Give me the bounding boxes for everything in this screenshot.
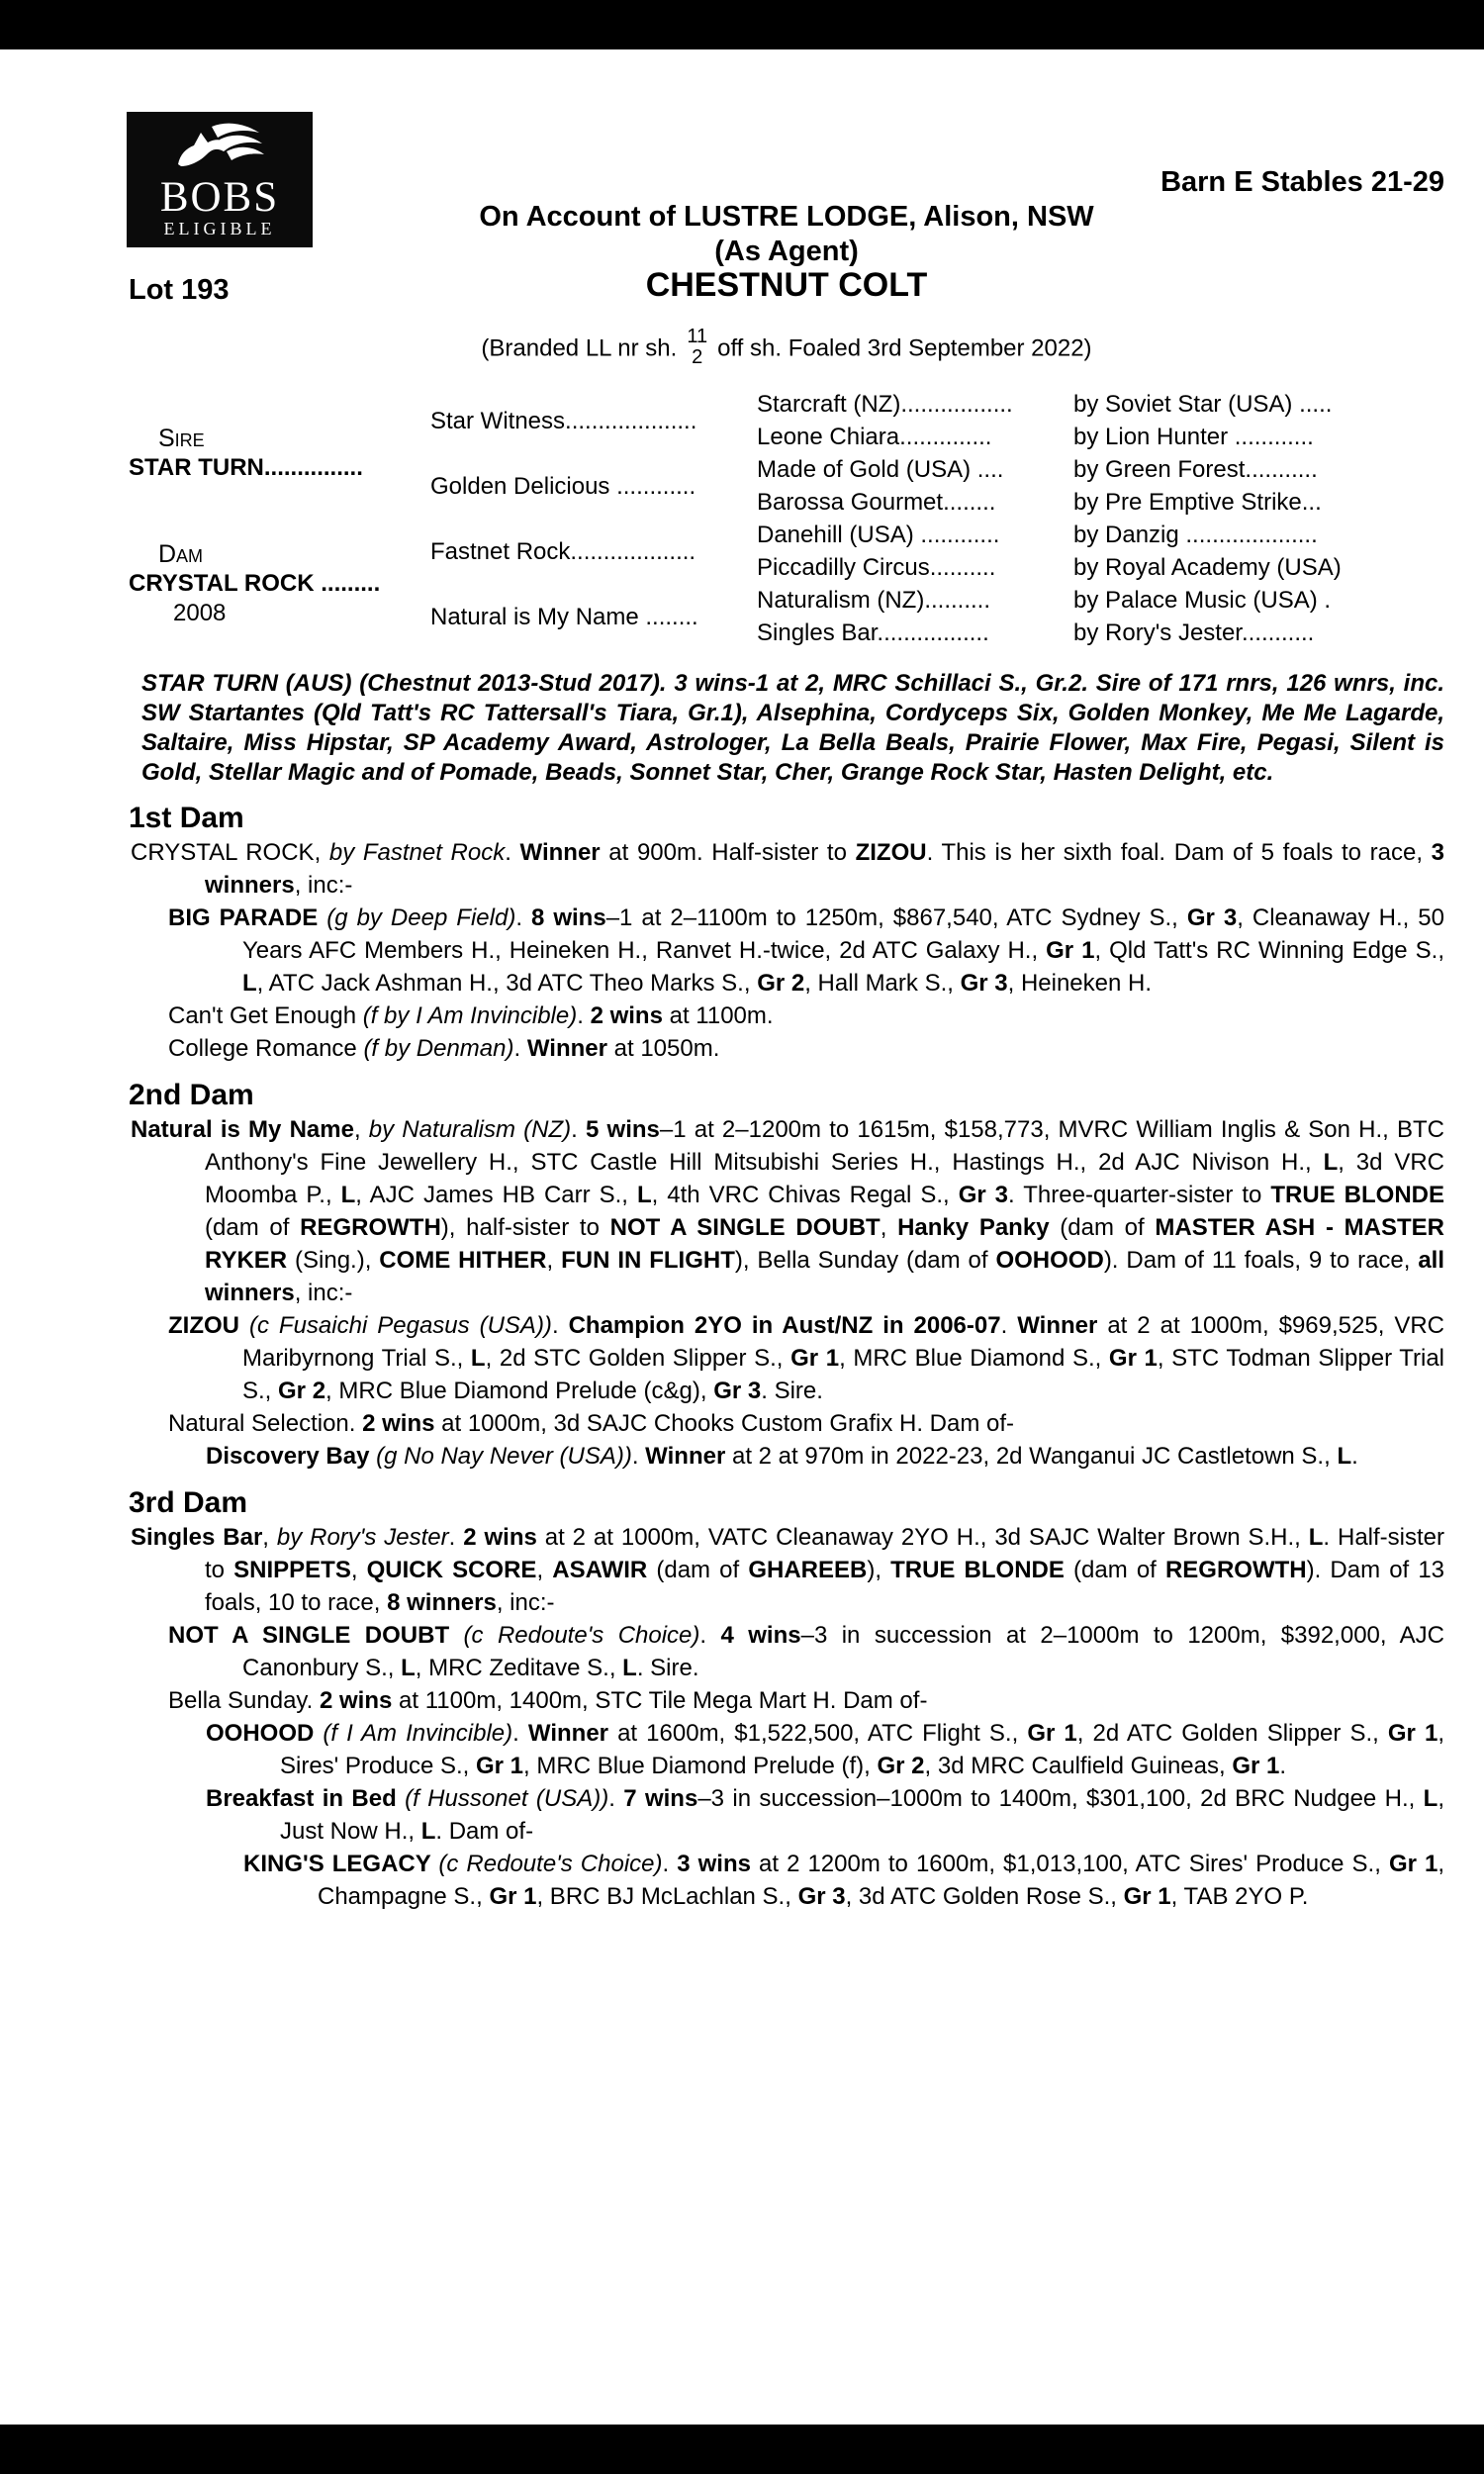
text-run: , Heineken H. xyxy=(1007,970,1153,997)
brand-fraction-bottom: 2 xyxy=(692,346,703,368)
text-run: TRUE BLONDE xyxy=(1270,1182,1444,1208)
pedigree-paragraph xyxy=(129,1113,1444,1309)
text-run: Singles Bar xyxy=(131,1524,263,1551)
text-run: L xyxy=(1337,1443,1352,1470)
text-run: L xyxy=(242,970,257,997)
text-run: (dam of xyxy=(647,1557,749,1583)
pedigree-gen3-horse: Barossa Gourmet........ xyxy=(757,489,996,516)
text-run: MASTER ASH - MASTER RYKER xyxy=(205,1214,1444,1274)
text-run: Gr 3 xyxy=(713,1378,762,1404)
text-run: , xyxy=(262,1524,277,1551)
text-run: ASAWIR xyxy=(552,1557,648,1583)
section-heading: 2nd Dam xyxy=(129,1079,254,1111)
pedigree-paragraph xyxy=(129,1684,1444,1717)
text-run: Gr 3 xyxy=(960,970,1008,997)
text-run: ), half-sister to xyxy=(440,1214,610,1241)
pedigree-paragraph xyxy=(129,999,1444,1032)
text-run: . xyxy=(1279,1753,1287,1779)
text-run: . xyxy=(551,1312,569,1339)
pedigree-paragraph xyxy=(129,1032,1444,1065)
text-run: Gr 1 xyxy=(476,1753,524,1779)
lot-number: Lot 193 xyxy=(129,274,230,306)
text-run: . xyxy=(631,1443,646,1470)
section-heading: 1st Dam xyxy=(129,802,244,834)
text-run: , 2d STC Golden Slipper S., xyxy=(485,1345,791,1372)
pedigree-paragraph xyxy=(129,1407,1444,1440)
text-run: (c Redoute's Choice) xyxy=(438,1851,663,1877)
text-run: (c Fusaichi Pegasus (USA)) xyxy=(248,1312,552,1339)
text-run: L xyxy=(636,1182,652,1208)
text-run: 8 winners xyxy=(387,1589,497,1616)
text-run: KING'S LEGACY xyxy=(243,1851,439,1877)
text-run: . Dam of- xyxy=(435,1818,534,1845)
pedigree-gen3-horse: Singles Bar................. xyxy=(757,619,989,646)
text-run: . This is her sixth foal. Dam of 5 foals to race, xyxy=(926,839,1432,866)
text-run: (dam of xyxy=(1064,1557,1165,1583)
text-run: Discovery Bay xyxy=(206,1443,377,1470)
text-run: Gr 3 xyxy=(797,1883,846,1910)
agent-line: (As Agent) xyxy=(714,236,859,267)
text-run: 2 wins xyxy=(362,1410,435,1437)
text-run: Gr 1 xyxy=(790,1345,840,1372)
top-black-bar xyxy=(0,0,1484,49)
pedigree-gen3-sire: by Rory's Jester........... xyxy=(1073,619,1315,646)
text-run: , Just Now H., xyxy=(280,1785,1445,1845)
text-run: , 4th VRC Chivas Regal S., xyxy=(651,1182,959,1208)
text-run: Gr 3 xyxy=(1186,904,1238,931)
text-run: Hanky Panky xyxy=(897,1214,1050,1241)
text-run: L xyxy=(340,1182,356,1208)
text-run: Winner xyxy=(527,1720,609,1747)
text-run: NOT A SINGLE DOUBT xyxy=(168,1622,464,1649)
text-run: , xyxy=(536,1557,553,1583)
text-run: L xyxy=(1308,1524,1324,1551)
logo-title: BOBS xyxy=(159,173,280,221)
text-run: (dam of xyxy=(205,1214,301,1241)
text-run: . xyxy=(448,1524,464,1551)
text-run: ZIZOU xyxy=(855,839,927,866)
pedigree-paragraph xyxy=(129,1309,1444,1407)
brand-prefix: (Branded LL nr sh. xyxy=(481,334,678,362)
text-run: REGROWTH xyxy=(300,1214,441,1241)
text-run: (f I Am Invincible) xyxy=(323,1720,513,1747)
text-run: OOHOOD xyxy=(206,1720,324,1747)
text-run: 8 wins xyxy=(531,904,606,931)
text-run: . xyxy=(505,839,520,866)
text-run: , ATC Jack Ashman H., 3d ATC Theo Marks S., xyxy=(256,970,758,997)
text-run: . xyxy=(1351,1443,1358,1470)
barn-stables-label: Barn E Stables 21-29 xyxy=(1160,166,1444,198)
text-run: . Half-sister to xyxy=(205,1524,1444,1583)
text-run: (f Hussonet (USA)) xyxy=(405,1785,609,1812)
text-run: Can't Get Enough xyxy=(168,1002,363,1029)
text-run: NOT A SINGLE DOUBT xyxy=(609,1214,881,1241)
brand-fraction-top: 11 xyxy=(687,326,708,347)
text-run: Natural is My Name xyxy=(131,1116,354,1143)
pedigree-gen3-sire: by Palace Music (USA) . xyxy=(1073,587,1332,614)
text-run: . xyxy=(515,904,531,931)
dam-sections xyxy=(129,801,1444,1913)
text-run: by Naturalism (NZ) xyxy=(368,1116,572,1143)
text-run: , xyxy=(353,1116,369,1143)
pedigree-gen3-sire: by Lion Hunter ............ xyxy=(1073,424,1314,450)
logo-subtitle: ELIGIBLE xyxy=(163,218,276,238)
text-run: Gr 1 xyxy=(1108,1345,1158,1372)
pedigree-gen3-sire: by Soviet Star (USA) ..... xyxy=(1073,391,1333,418)
text-run: CRYSTAL ROCK, xyxy=(131,839,329,866)
dam-label: Dam xyxy=(158,540,204,568)
text-run: Winner xyxy=(1017,1312,1098,1339)
text-run: QUICK SCORE xyxy=(366,1557,537,1583)
text-run: , Hall Mark S., xyxy=(804,970,961,997)
text-run: 5 wins xyxy=(586,1116,660,1143)
pedigree-gen3-sire: by Royal Academy (USA) xyxy=(1073,554,1342,581)
text-run: . xyxy=(608,1785,624,1812)
text-run: at 2 at 1000m, VATC Cleanaway 2YO H., 3d SAJC Walter Brown S.H., xyxy=(536,1524,1309,1551)
text-run: , Cleanaway H., 50 Years AFC Members H., Heineken H., Ranvet H.-twice, 2d ATC Galaxy H., xyxy=(242,904,1444,964)
pedigree-gen3-sire: by Pre Emptive Strike... xyxy=(1073,489,1322,516)
text-run: Natural Selection. xyxy=(168,1410,363,1437)
pedigree-gen2-horse: Natural is My Name ........ xyxy=(430,603,698,630)
text-run: L xyxy=(1423,1785,1438,1812)
text-run: OOHOOD xyxy=(995,1247,1104,1274)
text-run: L xyxy=(622,1655,637,1681)
pedigree-gen3-horse: Made of Gold (USA) .... xyxy=(757,456,1004,483)
text-run: ), xyxy=(867,1557,891,1583)
sire-label: Sire xyxy=(158,425,205,452)
text-run: –1 at 2–1200m to 1615m, $158,773, MVRC William Inglis & Son H., BTC Anthony's Fine Jewellery H., STC Castle Hill Mitsubishi Series H., Hastings H., 2d AJC Nivison H., xyxy=(205,1116,1444,1176)
text-run: COME HITHER xyxy=(379,1247,547,1274)
text-run: REGROWTH xyxy=(1164,1557,1307,1583)
text-run: (dam of xyxy=(1049,1214,1156,1241)
pedigree-gen2-horse: Star Witness.................... xyxy=(430,407,697,434)
dam-name: CRYSTAL ROCK ......... xyxy=(129,570,381,597)
text-run: TRUE BLONDE xyxy=(890,1557,1065,1583)
text-run: . xyxy=(662,1851,678,1877)
text-run: L xyxy=(470,1345,486,1372)
text-run: Champion 2YO in Aust/NZ in 2006-07 xyxy=(568,1312,1001,1339)
text-run: ), Bella Sunday (dam of xyxy=(734,1247,996,1274)
vendor-account-line: On Account of LUSTRE LODGE, Alison, NSW xyxy=(479,201,1094,233)
pedigree-gen3-horse: Naturalism (NZ).......... xyxy=(757,587,991,614)
text-run: (Sing.), xyxy=(287,1247,380,1274)
text-run: FUN IN FLIGHT xyxy=(561,1247,735,1274)
text-run: , Sires' Produce S., xyxy=(280,1720,1444,1779)
sire-summary: STAR TURN (AUS) (Chestnut 2013-Stud 2017). 3 wins-1 at 2, MRC Schillaci S., Gr.2. Sire of 171 rnrs, 126 wnrs, inc. SW Startantes (Qld Tatt's RC Tattersall's Tiara, Gr.1), Alsephina, Cordyceps Six, Golden Monkey, Me Me Lagarde, Saltaire, Miss Hipstar, SP Academy Award, Astrologer, La Bella Beals, Prairie Flower, Max Fire, Pegasi, Silent is Gold, Stellar Magic and of Pomade, Beads, Sonnet Star, Cher, Grange Rock Star, Hasten Delight, etc. xyxy=(141,670,1444,786)
pedigree-gen2-horse: Fastnet Rock................... xyxy=(430,537,696,565)
text-run: . xyxy=(699,1622,721,1649)
pedigree-gen2-horse: Golden Delicious ............ xyxy=(430,472,696,500)
text-run: . Three-quarter-sister to xyxy=(1008,1182,1271,1208)
text-run: Winner xyxy=(645,1443,726,1470)
text-run: at 900m. Half-sister to xyxy=(600,839,856,866)
text-run: Gr 1 xyxy=(1046,937,1095,964)
pedigree-paragraph xyxy=(129,836,1444,902)
text-run: 2 wins xyxy=(463,1524,537,1551)
text-run: College Romance xyxy=(168,1035,364,1062)
text-run: at 1100m, 1400m, STC Tile Mega Mart H. Dam of- xyxy=(392,1687,928,1714)
text-run: . xyxy=(1000,1312,1018,1339)
pedigree-paragraph xyxy=(129,1440,1444,1473)
text-run: . Sire. xyxy=(761,1378,823,1404)
pedigree-paragraph xyxy=(129,902,1444,999)
text-run: Gr 1 xyxy=(1027,1720,1077,1747)
text-run: Gr 2 xyxy=(278,1378,326,1404)
text-run: –3 in succession at 2–1000m to 1200m, $392,000, AJC Canonbury S., xyxy=(242,1622,1444,1681)
text-run: . xyxy=(577,1002,591,1029)
text-run: all winners xyxy=(205,1247,1445,1306)
brand-suffix: off sh. Foaled 3rd September 2022) xyxy=(717,334,1092,362)
text-run: , 3d VRC Moomba P., xyxy=(205,1149,1444,1208)
text-run: Winner xyxy=(526,1035,607,1062)
brand-foaling-line xyxy=(129,326,1444,370)
text-run: , xyxy=(350,1557,367,1583)
text-run: ZIZOU xyxy=(168,1312,249,1339)
text-run: , Champagne S., xyxy=(318,1851,1445,1910)
text-run: at 1050m. xyxy=(606,1035,720,1062)
text-run: L xyxy=(1323,1149,1339,1176)
text-run: , BRC BJ McLachlan S., xyxy=(536,1883,798,1910)
text-run: ). Dam of 11 foals, 9 to race, xyxy=(1103,1247,1419,1274)
text-run: Gr 1 xyxy=(1388,1851,1438,1877)
pedigree-gen3-horse: Leone Chiara.............. xyxy=(757,424,992,450)
text-run: . xyxy=(512,1720,528,1747)
text-run: SNIPPETS xyxy=(233,1557,351,1583)
text-run: 2 wins xyxy=(320,1687,393,1714)
pedigree-paragraph xyxy=(129,1619,1444,1684)
text-run: by Fastnet Rock xyxy=(328,839,506,866)
horse-title: CHESTNUT COLT xyxy=(645,266,928,304)
dam-year: 2008 xyxy=(173,600,227,626)
text-run: at 1100m. xyxy=(662,1002,774,1029)
text-run: , MRC Blue Diamond Prelude (c&g), xyxy=(325,1378,714,1404)
pedigree-gen3-horse: Danehill (USA) ............ xyxy=(757,522,1000,548)
pedigree-sire-block xyxy=(129,388,430,519)
section-heading: 3rd Dam xyxy=(129,1486,248,1519)
text-run: , 3d ATC Golden Rose S., xyxy=(845,1883,1124,1910)
pedigree-gen3-sire: by Green Forest........... xyxy=(1073,456,1318,483)
pedigree-dam-block xyxy=(129,519,430,649)
text-run: , inc:- xyxy=(294,872,353,899)
text-run: Gr 1 xyxy=(1387,1720,1438,1747)
text-run: , STC Todman Slipper Trial S., xyxy=(242,1345,1445,1404)
sire-name: STAR TURN............... xyxy=(129,454,363,481)
bottom-black-bar xyxy=(0,2425,1484,2474)
text-run: –3 in succession–1000m to 1400m, $301,100, 2d BRC Nudgee H., xyxy=(697,1785,1424,1812)
text-run: 7 wins xyxy=(623,1785,698,1812)
text-run: Gr 1 xyxy=(1232,1753,1280,1779)
text-run: 4 wins xyxy=(720,1622,801,1649)
text-run: Gr 2 xyxy=(757,970,805,997)
text-run: at 2 at 1000m, $969,525, VRC Maribyrnong Trial S., xyxy=(242,1312,1445,1372)
text-run: (f by I Am Invincible) xyxy=(362,1002,578,1029)
text-run: , TAB 2YO P. xyxy=(1170,1883,1309,1910)
pedigree-gen3-horse: Piccadilly Circus.......... xyxy=(757,554,996,581)
text-run: , xyxy=(880,1214,898,1241)
pedigree-table xyxy=(129,388,1444,649)
text-run: at 2 1200m to 1600m, $1,013,100, ATC Sires' Produce S., xyxy=(750,1851,1389,1877)
text-run: . Sire. xyxy=(636,1655,699,1681)
text-run: GHAREEB xyxy=(748,1557,868,1583)
pedigree-paragraph xyxy=(129,1717,1444,1782)
text-run: . xyxy=(571,1116,586,1143)
text-run: (f by Denman) xyxy=(363,1035,514,1062)
text-run: Winner xyxy=(519,839,601,866)
text-run: L xyxy=(401,1655,416,1681)
text-run: 3 wins xyxy=(677,1851,751,1877)
pedigree-gen3-sire: by Danzig .................... xyxy=(1073,522,1318,548)
text-run: Gr 1 xyxy=(1123,1883,1171,1910)
page-content xyxy=(129,388,1444,1913)
text-run: Gr 2 xyxy=(877,1753,925,1779)
text-run: , MRC Blue Diamond S., xyxy=(839,1345,1109,1372)
text-run: (g No Nay Never (USA)) xyxy=(376,1443,632,1470)
text-run: at 1600m, $1,522,500, ATC Flight S., xyxy=(608,1720,1028,1747)
text-run: by Rory's Jester xyxy=(276,1524,449,1551)
text-run: Bella Sunday. xyxy=(168,1687,320,1714)
text-run: , 2d ATC Golden Slipper S., xyxy=(1076,1720,1388,1747)
text-run: , MRC Zeditave S., xyxy=(415,1655,623,1681)
text-run: , xyxy=(546,1247,562,1274)
text-run: , AJC James HB Carr S., xyxy=(355,1182,637,1208)
text-run: , MRC Blue Diamond Prelude (f), xyxy=(523,1753,878,1779)
text-run: Breakfast in Bed xyxy=(206,1785,406,1812)
pedigree-gen3-horse: Starcraft (NZ)................. xyxy=(757,391,1013,418)
text-run: 3 winners xyxy=(205,839,1444,899)
text-run: ). Dam of 13 foals, 10 to race, xyxy=(205,1557,1445,1616)
text-run: , 3d MRC Caulfield Guineas, xyxy=(924,1753,1233,1779)
text-run: 2 wins xyxy=(590,1002,663,1029)
text-run: (g by Deep Field) xyxy=(326,904,516,931)
text-run: at 2 at 970m in 2022-23, 2d Wanganui JC Castletown S., xyxy=(725,1443,1338,1470)
pedigree-paragraph xyxy=(129,1521,1444,1619)
text-run: L xyxy=(420,1818,436,1845)
pedigree-paragraph xyxy=(129,1782,1444,1848)
text-run: Gr 1 xyxy=(489,1883,537,1910)
text-run: , Qld Tatt's RC Winning Edge S., xyxy=(1094,937,1444,964)
text-run: , inc:- xyxy=(496,1589,555,1616)
text-run: Gr 3 xyxy=(958,1182,1009,1208)
brand-fraction xyxy=(687,327,707,368)
text-run: . xyxy=(513,1035,527,1062)
text-run: , inc:- xyxy=(294,1280,353,1306)
text-run: –1 at 2–1100m to 1250m, $867,540, ATC Sydney S., xyxy=(605,904,1187,931)
text-run: at 1000m, 3d SAJC Chooks Custom Grafix H. Dam of- xyxy=(434,1410,1015,1437)
pedigree-paragraph xyxy=(129,1848,1444,1913)
text-run: (c Redoute's Choice) xyxy=(463,1622,700,1649)
text-run: BIG PARADE xyxy=(168,904,327,931)
